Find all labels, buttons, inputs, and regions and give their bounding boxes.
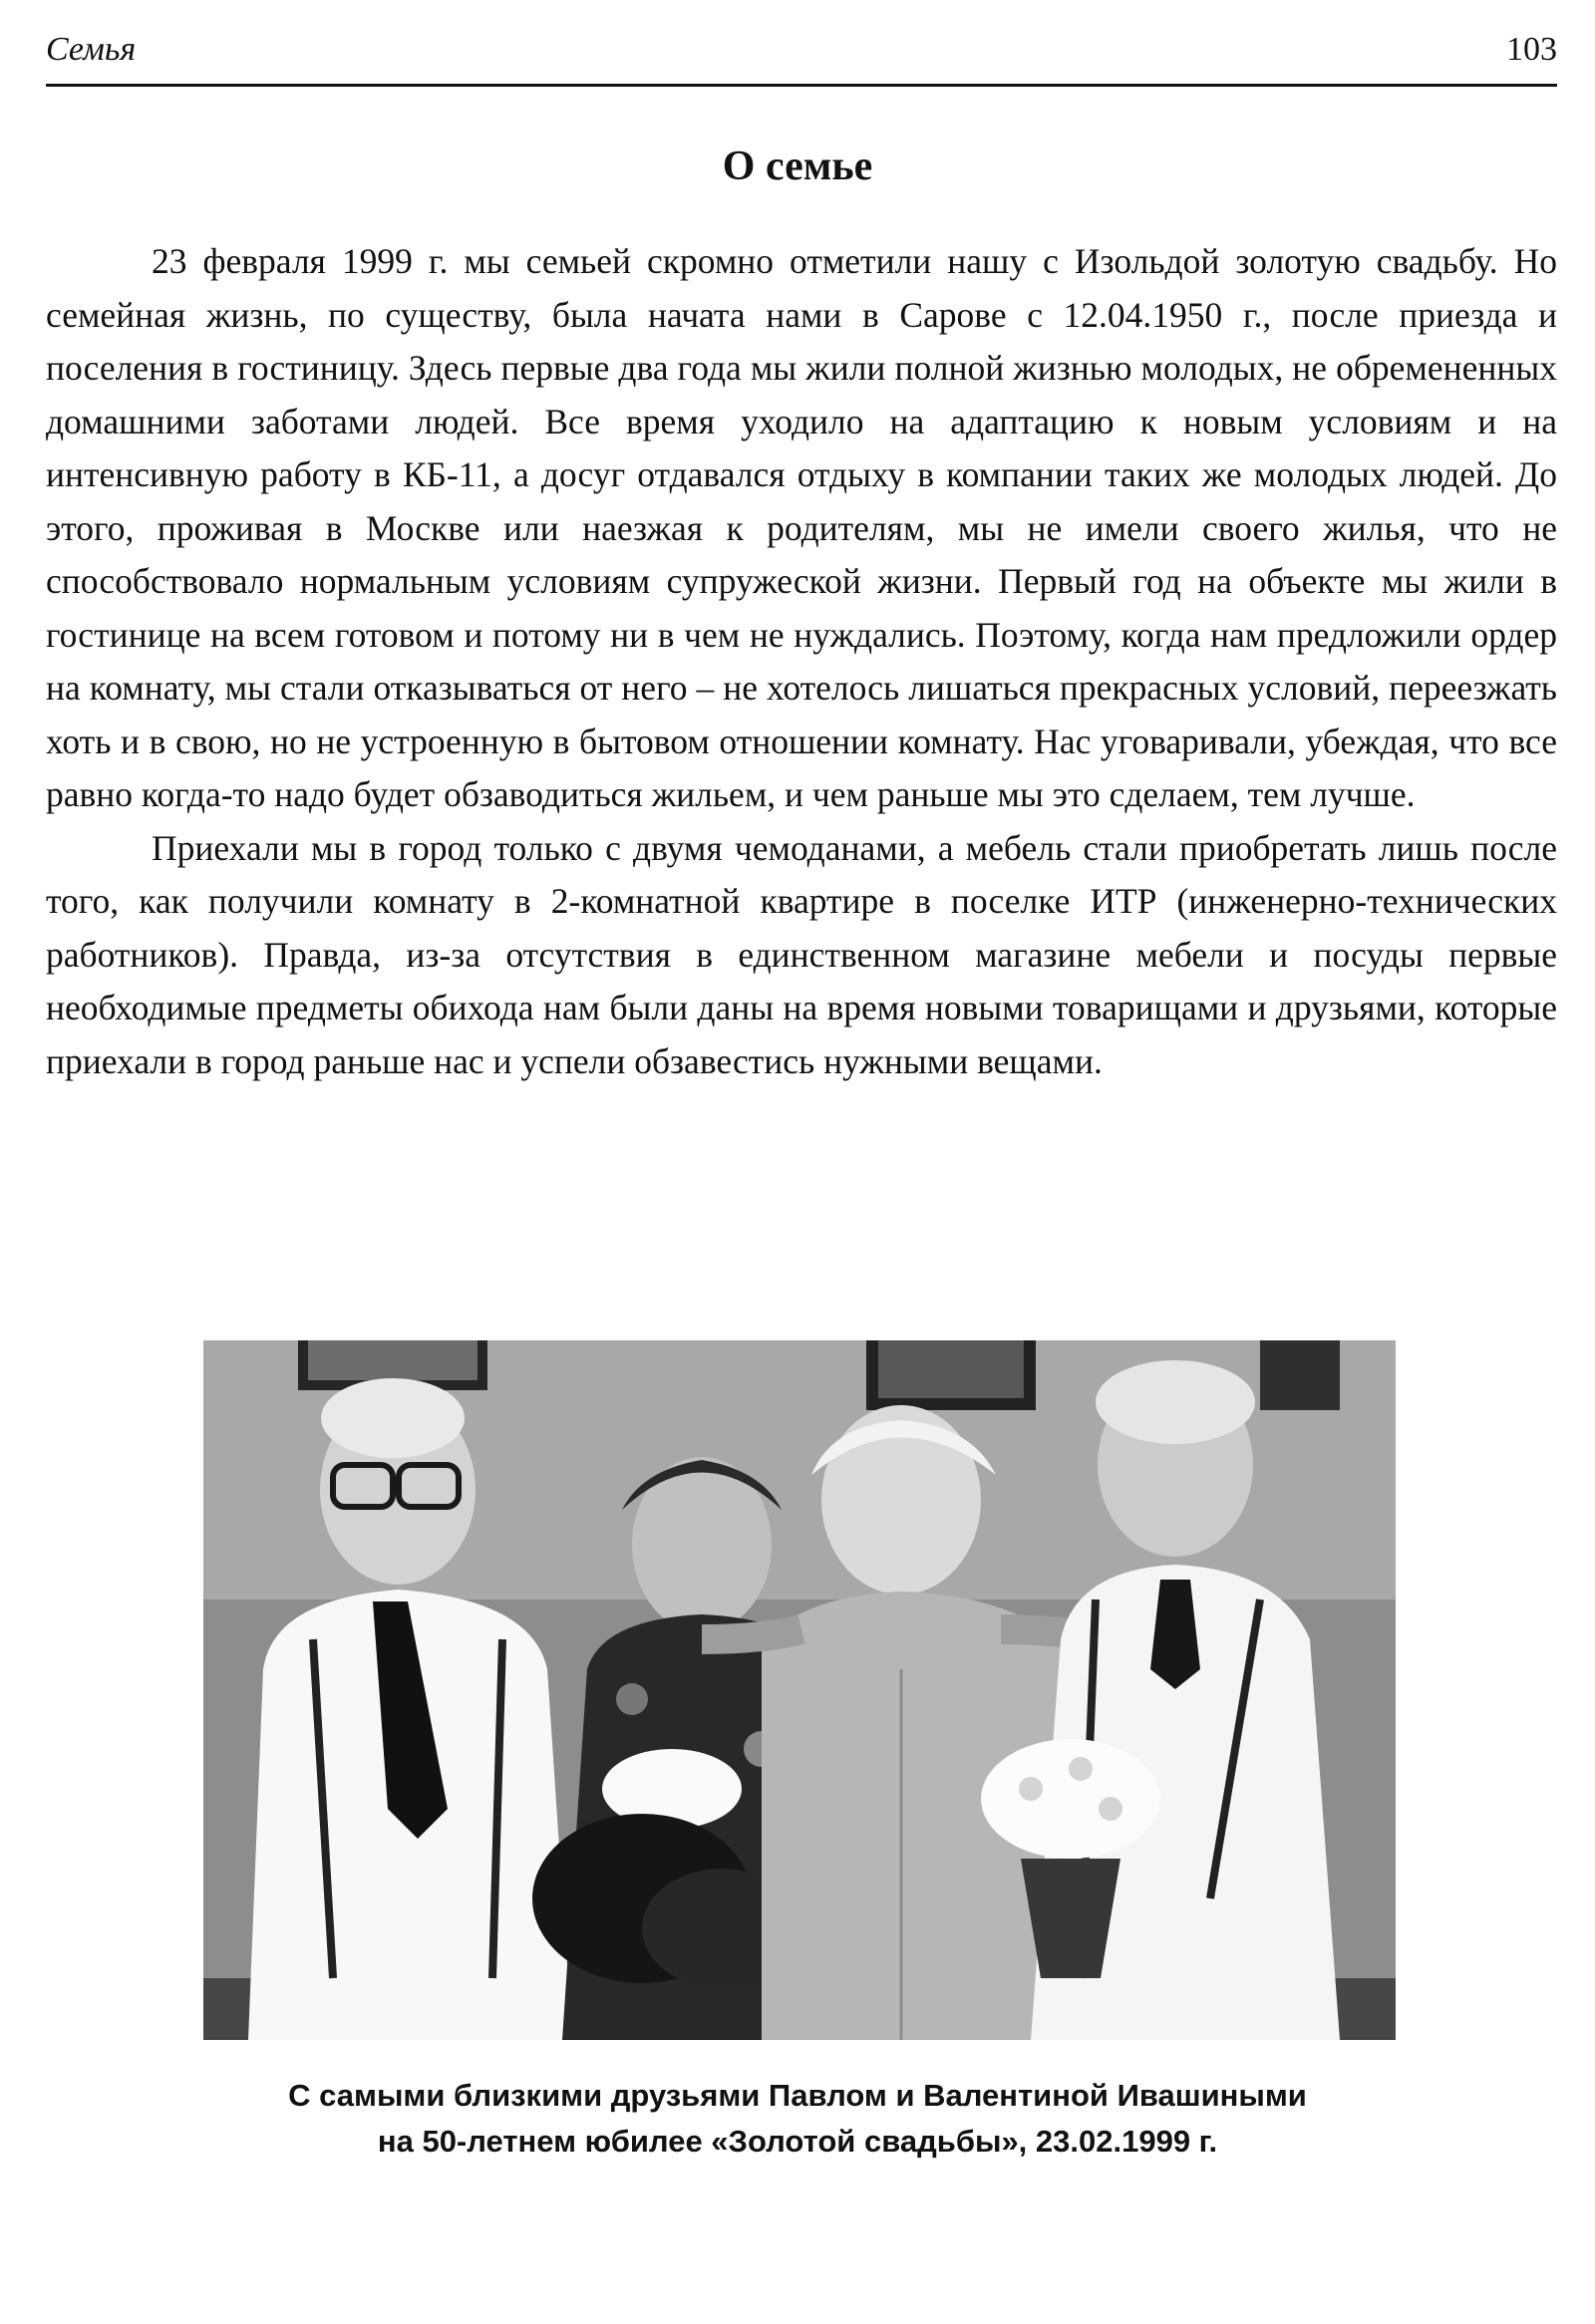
page-number: 103 <box>1506 31 1557 68</box>
running-title: Семья <box>46 31 137 68</box>
caption-line: на 50-летнем юбилее «Золотой свадьбы», 23.02.1999 г. <box>377 2124 1218 2159</box>
caption-line: С самыми близкими друзьями Павлом и Валентиной Ивашиными <box>288 2078 1307 2113</box>
section-title: О семье <box>722 144 873 189</box>
group-photo <box>203 1340 1396 2040</box>
paragraph: 23 февраля 1999 г. мы семьей скромно отметили нашу с Изольдой золотую свадьбу. Но семейная жизнь, по существу, была начата нами в Сарове с 12.04.1950 г., после приезда и поселения в гостиницу. Здесь первые два года мы жили полной жизнью молодых, не обремененных домашними заботами людей. Все время уходило на адаптацию к новым условиям и на интенсивную работу в КБ-11, а досуг отдавался отдыху в компании таких же молодых людей. До этого, проживая в Москве или наезжая к родителям, мы не имели своего жилья, что не способствовало нормальным условиям супружеской жизни. Первый год на объекте мы жили в гостинице на всем готовом и потому ни в чем не нуждались. Поэтому, когда нам предложили ордер на комнату, мы стали отказываться от него – не хотелось лишаться прекрасных условий, переезжать хоть и в свою, но не устроенную в бытовом отношении комнату. Нас уговаривали, убеждая, что все равно когда-то надо будет обзаводиться жильем, и чем раньше мы это сделаем, тем лучше. <box>46 241 1557 814</box>
photo-caption <box>0 2073 1595 2165</box>
body-text <box>46 235 1557 1088</box>
paragraph: Приехали мы в город только с двумя чемоданами, а мебель стали приобретать лишь после того, как получили комнату в 2-комнатной квартире в поселке ИТР (инженерно-технических работников). Правда, из-за отсутствия в единственном магазине мебели и посуды первые необходимые предметы обихода нам были даны на время новыми товарищами и друзьями, которые приехали в город раньше нас и успели обзавестись нужными вещами. <box>46 827 1557 1081</box>
running-header <box>46 28 1557 87</box>
